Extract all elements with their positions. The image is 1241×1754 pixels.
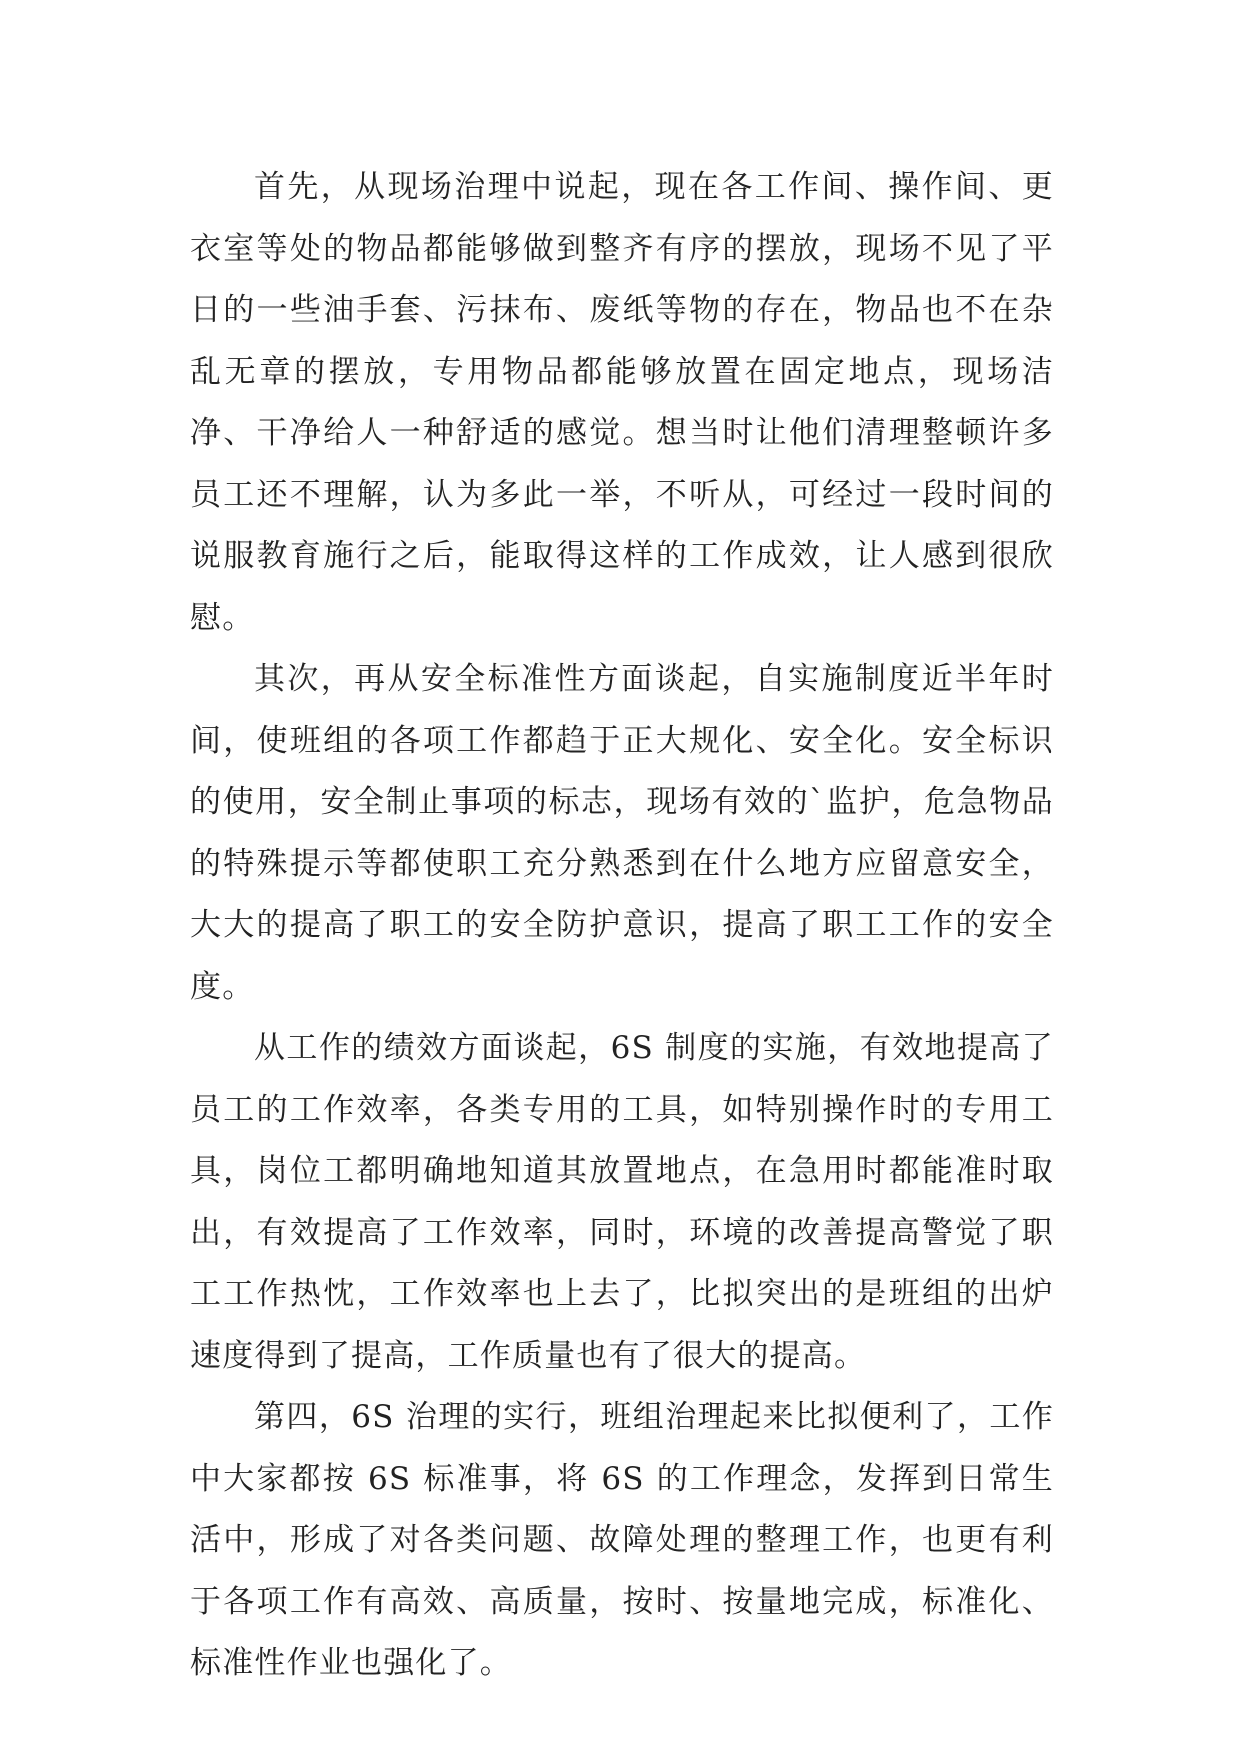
paragraph-site-management: 首先，从现场治理中说起，现在各工作间、操作间、更衣室等处的物品都能够做到整齐有序的摆放，现场不见了平日的一些油手套、污抹布、废纸等物的存在，物品也不在杂乱无章的摆放，专用物品都能够放置在固定地点，现场洁净、干净给人一种舒适的感觉。想当时让他们清理整顿许多员工还不理解，认为多此一举，不听从，可经过一段时间的说服教育施行之后，能取得这样的工作成效，让人感到很欣慰。 (190, 169, 1054, 636)
document-body (190, 157, 1054, 1695)
paragraph-6s-management: 第四，6S 治理的实行，班组治理起来比拟便利了，工作中大家都按 6S 标准事，将 6S 的工作理念，发挥到日常生活中，形成了对各类问题、故障处理的整理工作，也更有利于各项工作有高效、高质量，按时、按量地完成，标准化、标准性作业也强化了。 (190, 1399, 1054, 1681)
paragraph-work-performance: 从工作的绩效方面谈起，6S 制度的实施，有效地提高了员工的工作效率，各类专用的工具，如特别操作时的专用工具，岗位工都明确地知道其放置地点，在急用时都能准时取出，有效提高了工作效率，同时，环境的改善提高警觉了职工工作热忱，工作效率也上去了，比拟突出的是班组的出炉速度得到了提高，工作质量也有了很大的提高。 (190, 1030, 1054, 1374)
paragraph-safety-standards: 其次，再从安全标准性方面谈起，自实施制度近半年时间，使班组的各项工作都趋于正大规化、安全化。安全标识的使用，安全制止事项的标志，现场有效的`监护，危急物品的特殊提示等都使职工充分熟悉到在什么地方应留意安全，大大的提高了职工的安全防护意识，提高了职工工作的安全度。 (190, 661, 1054, 1005)
